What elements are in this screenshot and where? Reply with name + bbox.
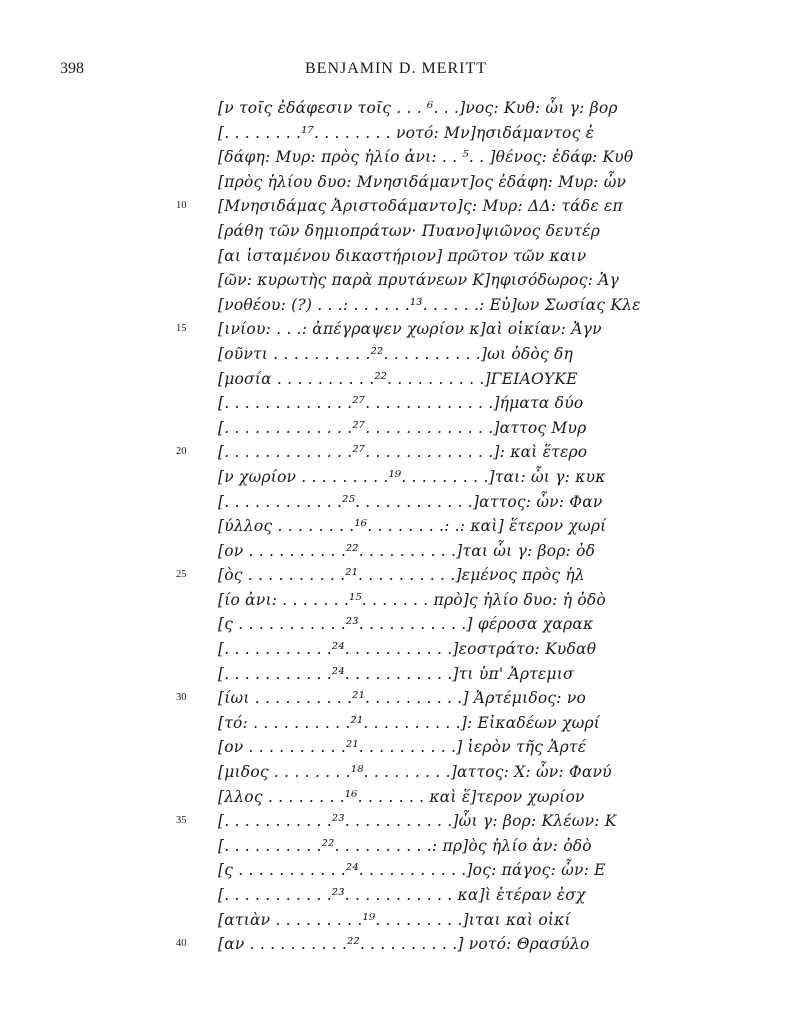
line-text: [οῦντι . . . . . . . . . .²². . . . . . . . . .]ωι ὁδὸς δη: [218, 344, 573, 363]
line-number: 35: [176, 815, 187, 827]
line-text: [τό: . . . . . . . . . .²¹. . . . . . . . . .]: Εἰκαδέων χωρί: [218, 713, 601, 732]
inscription-line: [0, 194, 792, 219]
line-text: [. . . . . . . . . . .²³. . . . . . . . . . . κα]ὶ ἑτέραν ἐσχ: [218, 886, 586, 904]
inscription-line: [0, 735, 792, 760]
inscription-line: [0, 121, 792, 146]
inscription-line: [0, 145, 792, 170]
inscription-line: [0, 858, 792, 883]
inscription-line: [0, 563, 792, 588]
line-text: [. . . . . . . . . . .²³. . . . . . . . . . .]ὧι γ: βορ: Κλέων: Κ: [218, 812, 617, 831]
inscription-line: [0, 490, 792, 515]
inscription-line: [0, 268, 792, 293]
line-text: [Μνησιδάμας Ἀριστοδάμαντο]ς: Μυρ: ΔΔ: τάδε επ: [218, 197, 623, 216]
line-text: [ὸς . . . . . . . . . .²¹. . . . . . . . . .]εμένος πρὸς ἡλ: [218, 566, 585, 585]
line-text: [ίωι . . . . . . . . . .²¹. . . . . . . . . .] Ἀρτέμιδος: νο: [218, 689, 586, 708]
page-number: 398: [60, 60, 84, 77]
line-text: [. . . . . . . . . .²². . . . . . . . . .: πρ]ὸς ἡλίο ἀν: ὁδὸ: [218, 836, 592, 855]
inscription-line: [0, 834, 792, 859]
inscription-line: [0, 440, 792, 465]
line-text: [ν χωρίον . . . . . . . . .¹⁹. . . . . . . . .]ται: ὧι γ: κυκ: [218, 467, 606, 486]
inscription-line: [0, 908, 792, 933]
line-text: [ράθη τῶν δημιοπράτων· Πυανο]ψιῶνος δευτέρ: [218, 221, 601, 240]
inscription-line: [0, 391, 792, 416]
line-number: 10: [176, 200, 187, 212]
line-text: [. . . . . . . . . . .²⁴. . . . . . . . . . .]εοστράτο: Κυδαθ: [218, 640, 597, 659]
inscription-text: [0, 96, 792, 957]
line-number: 15: [176, 323, 187, 335]
inscription-line: [0, 170, 792, 195]
inscription-line: [0, 514, 792, 539]
inscription-line: [0, 539, 792, 564]
inscription-line: [0, 416, 792, 441]
inscription-line: [0, 244, 792, 269]
inscription-line: [0, 588, 792, 613]
line-text: [. . . . . . . . . . . .²⁵. . . . . . . . . . . .]αττος: ὧν: Φαν: [218, 492, 603, 511]
line-text: [. . . . . . . .¹⁷. . . . . . . . νοτό: Μν]ησιδάμαντος ἐ: [218, 123, 595, 142]
line-text: [ῶν: κυρωτὴς παρὰ πρυτάνεων Κ]ηφισόδωρος: Ἁγ: [218, 271, 619, 290]
line-text: [. . . . . . . . . . . . .²⁷. . . . . . . . . . . . .]ήματα δύο: [218, 394, 584, 413]
line-text: [ινίου: . . .: ἀπέγραψεν χωρίον κ]αὶ οἰκίαν: Ἀγν: [218, 320, 602, 339]
inscription-line: [0, 637, 792, 662]
line-text: [. . . . . . . . . . .²⁴. . . . . . . . . . .]τι ὑπ' Ἀρτεμισ: [218, 664, 574, 683]
inscription-line: [0, 219, 792, 244]
inscription-line: [0, 662, 792, 687]
line-text: [. . . . . . . . . . . . .²⁷. . . . . . . . . . . . .]: καὶ ἕτερο: [218, 443, 588, 462]
line-text: [μοσία . . . . . . . . . .²². . . . . . . . . .]ΓΕΙΑΟΥΚΕ: [218, 369, 578, 388]
line-text: [ον . . . . . . . . . .²¹. . . . . . . . . .] ἱερὸν τῆς Ἀρτέ: [218, 738, 587, 757]
line-text: [ύλλος . . . . . . . .¹⁶. . . . . . . .: .: καὶ] ἕτερον χωρί: [218, 517, 607, 536]
line-number: 40: [176, 938, 187, 950]
inscription-line: [0, 342, 792, 367]
inscription-line: [0, 612, 792, 637]
line-text: [αι ἱσταμένου δικαστήριον] πρῶτον τῶν καιν: [218, 246, 587, 265]
running-head: BENJAMIN D. MERITT: [305, 60, 487, 77]
inscription-line: [0, 367, 792, 392]
line-text: [ον . . . . . . . . . .²². . . . . . . . . .]ται ὧι γ: βορ: ὁδ: [218, 541, 596, 560]
inscription-line: [0, 711, 792, 736]
line-number: 25: [176, 569, 187, 581]
inscription-line: [0, 760, 792, 785]
inscription-line: [0, 465, 792, 490]
inscription-line: [0, 293, 792, 318]
line-number: 30: [176, 692, 187, 704]
inscription-line: [0, 932, 792, 957]
inscription-line: [0, 883, 792, 908]
line-text: [ν τοῖς ἐδάφεσιν τοῖς . . . ⁶. . .]νος: Κυθ: ὧι γ: βορ: [218, 99, 618, 117]
inscription-line: [0, 96, 792, 121]
line-text: [νοθέου: (?) . . .: . . . . . .¹³. . . . . .: Εὐ]ων Σωσίας Κλε: [218, 295, 641, 314]
inscription-line: [0, 686, 792, 711]
line-text: [ατιὰν . . . . . . . . .¹⁹. . . . . . . . .]ιται καὶ οἰκί: [218, 910, 571, 929]
inscription-line: [0, 785, 792, 810]
line-number: 20: [176, 446, 187, 458]
line-text: [αν . . . . . . . . . .²². . . . . . . . . .] νοτό: Θρασύλο: [218, 935, 590, 954]
line-text: [ς . . . . . . . . . . .²³. . . . . . . . . . .] φέροσα χαρακ: [218, 615, 594, 634]
inscription-line: [0, 317, 792, 342]
line-text: [πρὸς ἡλίου δυο: Μνησιδάμαντ]ος ἐδάφη: Μυρ: ὧν: [218, 172, 627, 191]
line-text: [. . . . . . . . . . . . .²⁷. . . . . . . . . . . . .]αττος Μυρ: [218, 418, 587, 437]
line-text: [μιδος . . . . . . . .¹⁸. . . . . . . . .]αττος: Χ: ὧν: Φανύ: [218, 763, 612, 782]
line-text: [δάφη: Μυρ: πρὸς ἡλίο ἀνι: . . ⁵. . ]θένος: ἐδάφ: Κυθ: [218, 148, 634, 167]
line-text: [ίο ἀνι: . . . . . . .¹⁵. . . . . . . πρὸ]ς ἡλίο δυο: ἡ ὁδὸ: [218, 590, 606, 609]
line-text: [ς . . . . . . . . . . .²⁴. . . . . . . . . . .]ος: πάγος: ὧν: Ε: [218, 861, 606, 880]
inscription-line: [0, 809, 792, 834]
line-text: [λλος . . . . . . . .¹⁶. . . . . . . καὶ ἕ]τερον χωρίον: [218, 787, 585, 806]
